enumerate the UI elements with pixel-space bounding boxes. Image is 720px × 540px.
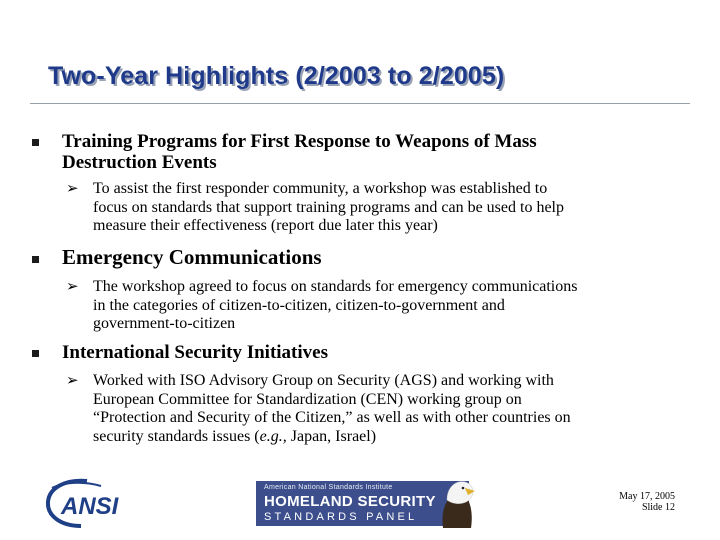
- text-line: Worked with ISO Advisory Group on Security (AGS) and working with: [93, 372, 554, 389]
- text-line: [93, 428, 703, 447]
- banner-line-institute: American National Standards Institute: [264, 484, 393, 491]
- text-italic: e.g.,: [259, 427, 287, 445]
- section-heading-line: Training Programs for First Response to Weapons of Mass: [62, 131, 537, 152]
- banner-line-homeland: HOMELAND SECURITY: [264, 493, 436, 510]
- section-heading: International Security Initiatives: [62, 342, 328, 363]
- eagle-icon: [435, 478, 475, 528]
- ansi-logo: [43, 478, 131, 528]
- sub-bullet-text: [93, 180, 703, 236]
- arrow-bullet-icon: ➢: [66, 277, 79, 295]
- slide-footer: [560, 491, 675, 513]
- logo-text: ANSI: [61, 493, 119, 520]
- text-line: government-to-citizen: [93, 315, 236, 332]
- bullet-square: [32, 256, 39, 263]
- text-line: focus on standards that support training programs and can be used to help: [93, 198, 564, 216]
- section-heading: [62, 131, 537, 173]
- text-fragment: security standards issues (: [93, 427, 260, 445]
- title-rule: [30, 103, 690, 104]
- footer-slide-number: Slide 12: [641, 502, 675, 513]
- sub-bullet-text: [93, 372, 703, 446]
- text-fragment: Japan, Israel): [286, 427, 377, 445]
- text-line: To assist the first responder community, a workshop was established to: [93, 180, 548, 197]
- sub-bullet-text: [93, 278, 703, 334]
- text-line: “Protection and Security of the Citizen,” as well as with other countries on: [93, 409, 571, 426]
- text-line: The workshop agreed to focus on standards for emergency communications: [93, 278, 578, 295]
- text-line: measure their effectiveness (report due later this year): [93, 217, 438, 234]
- bullet-square: [32, 139, 39, 146]
- banner-line-panel: STANDARDS PANEL: [264, 511, 418, 523]
- bullet-square: [32, 350, 39, 357]
- slide-title: Two-Year Highlights (2/2003 to 2/2005): [48, 62, 505, 90]
- footer-date: May 17, 2005: [619, 491, 675, 502]
- text-line: in the categories of citizen-to-citizen, citizen-to-government and: [93, 296, 505, 314]
- section-heading: Emergency Communications: [62, 245, 322, 269]
- arrow-bullet-icon: ➢: [66, 371, 79, 389]
- section-heading-line: Destruction Events: [62, 152, 217, 173]
- arrow-bullet-icon: ➢: [66, 179, 79, 197]
- text-line: European Committee for Standardization (CEN) working group on: [93, 390, 522, 408]
